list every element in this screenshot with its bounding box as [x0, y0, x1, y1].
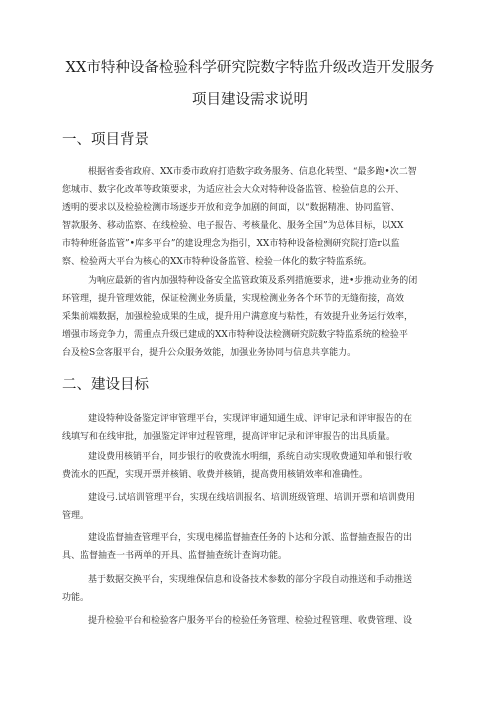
- text-line: 功能。: [62, 593, 90, 603]
- text-line: 环管理，提升管理效能，保证检测业务质量，实现检测业务各个环节的无缝衔接，高效: [62, 294, 405, 304]
- document-title-line1: XX市特种设备检验科学研究院数字特监升级改造开发服务: [65, 60, 435, 76]
- text-line: 建设特种设备鉴定评审管理平台，实现评审通知通生成、评审记录和评审报告的在: [88, 414, 413, 424]
- text-line: 为响应最新的省内加强特种设备安全监管政策及系列措施要求，进•步推动业务的闭: [88, 276, 418, 286]
- paragraph-background-upgrade: [62, 272, 438, 362]
- document-title-line2: 项目建设需求说明: [192, 92, 308, 108]
- paragraph-goal-fee: [62, 448, 438, 484]
- text-line: 建设监督抽查管理平台，实现电梯监督抽查任务的卜达和分派、监督抽查报告的出: [88, 533, 413, 543]
- text-line: 台及检S佥客服平台，提升公众服务效能，加强业务协同与信息共享能力。: [62, 348, 357, 358]
- text-line: 察、检验两大平台为核心的XX市特种设备监管、检验一体化的数字特监系统。: [62, 257, 372, 267]
- paragraph-goal-exchange: [62, 571, 438, 607]
- text-line: 建设费用核销平台，同步银行的收费流水明细，系统自动实现收费通知单和银行收: [88, 452, 413, 462]
- text-line: 提升检验平台和检验客户服务平台的检验任务管理、检验过程管理、收费管理、设: [88, 616, 413, 626]
- section-heading-goals: 二、建设目标: [62, 377, 149, 393]
- paragraph-goal-inspection: [62, 529, 438, 565]
- paragraph-goal-review: [62, 410, 438, 446]
- paragraph-goal-platform: [62, 612, 438, 630]
- text-line: 具、监督抽查一书两单的开具、监督抽查统计查询功能。: [62, 551, 288, 561]
- text-line: 增强市场竞争力，需重点升级已建成的XX市特种设法检测研究院数字特监系统的检验平: [62, 330, 408, 340]
- text-line: 您城市、数字化改革等政策要求，为适应社会大众对特种设备监管、检验信息的公开、: [62, 185, 405, 195]
- text-line: 根据省委省政府、XX市委市政府打造数字政务服务、信息化转型、“最多跑•次二智: [88, 167, 417, 177]
- text-line: 智款服务、移动监察、在线检验、电子报告、考核量化、服务全国”为总体目标，以XX: [62, 221, 404, 231]
- text-line: 费流水的匹配，实现开票并核销、收费并核销，提高费用核销效率和准确性。: [62, 470, 369, 480]
- text-line: 市特种班备监管”•库多平台”的建设理念为指引，XX市特种设备检测研究院打造r以监: [62, 239, 400, 249]
- text-line: 线填写和在线审批，加强鉴定评审过程管理，提高评审记录和评审报告的出具质量。: [62, 432, 396, 442]
- paragraph-background-policy: [62, 163, 438, 271]
- text-line: 采集前端数据，加强检验成果的生成，提升用户满意度与粘性，有效提升业务运行效率，: [62, 312, 414, 322]
- text-line: 透明的要求以及检验检测市场逐步开放和竞争加剧的间面，以“数据精准、协同监管、: [62, 203, 400, 213]
- paragraph-goal-training: [62, 489, 438, 525]
- text-line: 管理。: [62, 511, 90, 521]
- section-heading-background: 一、项目背景: [62, 132, 149, 148]
- text-line: 建设弓.试培训管理平台，实现在线培训报名、培训班级管理、培训开票和培训费用: [88, 493, 415, 503]
- text-line: 基于数据交换平台，实现维保信息和设备技术参数的部分字段自动推送和手动推送: [88, 575, 413, 585]
